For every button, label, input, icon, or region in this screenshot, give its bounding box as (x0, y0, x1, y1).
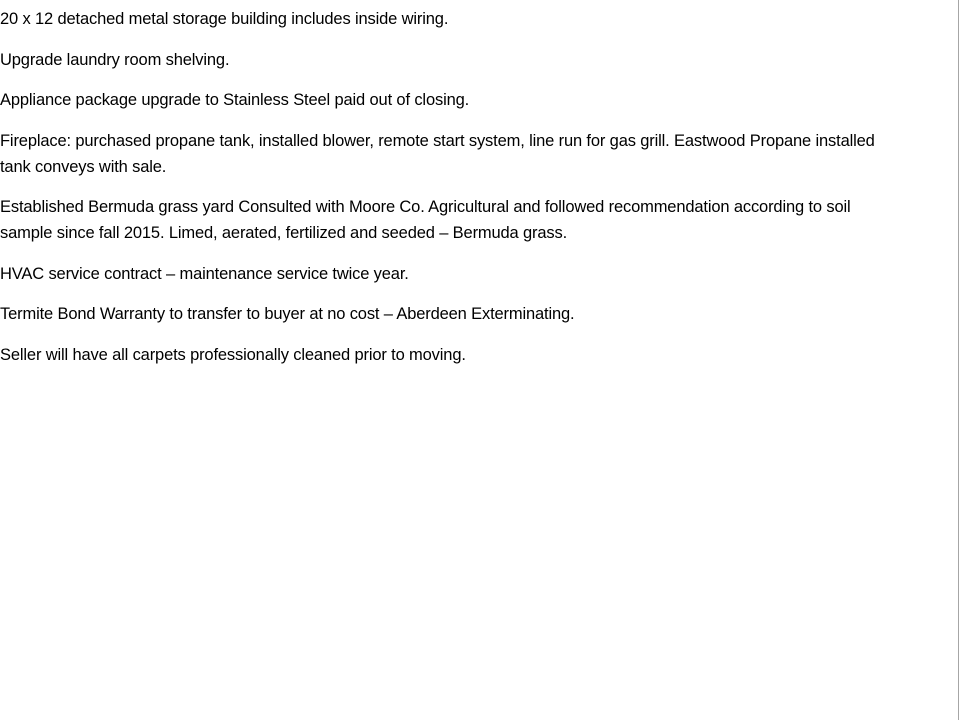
paragraph-bermuda-grass: Established Bermuda grass yard Consulted with Moore Co. Agricultural and followed recommendation according to soil sample since fall 2015. Limed, aerated, fertilized and seeded – Bermuda grass. (0, 198, 851, 242)
paragraph-hvac-contract: HVAC service contract – maintenance service twice year. (0, 264, 409, 283)
paragraph-laundry-shelving: Upgrade laundry room shelving. (0, 50, 230, 69)
paragraph-storage-building: 20 x 12 detached metal storage building includes inside wiring. (0, 10, 449, 28)
paragraph-appliance-package: Appliance package upgrade to Stainless Steel paid out of closing. (0, 91, 470, 109)
document-body (0, 6, 880, 382)
paragraph-carpet-cleaning: Seller will have all carpets professionally cleaned prior to moving. (0, 345, 466, 364)
paragraph-termite-bond: Termite Bond Warranty to transfer to buyer at no cost – Aberdeen Exterminating. (0, 305, 575, 323)
paragraph-fireplace: Fireplace: purchased propane tank, installed blower, remote start system, line run for gas grill. Eastwood Propane installed tank conveys with sale. (0, 131, 875, 176)
